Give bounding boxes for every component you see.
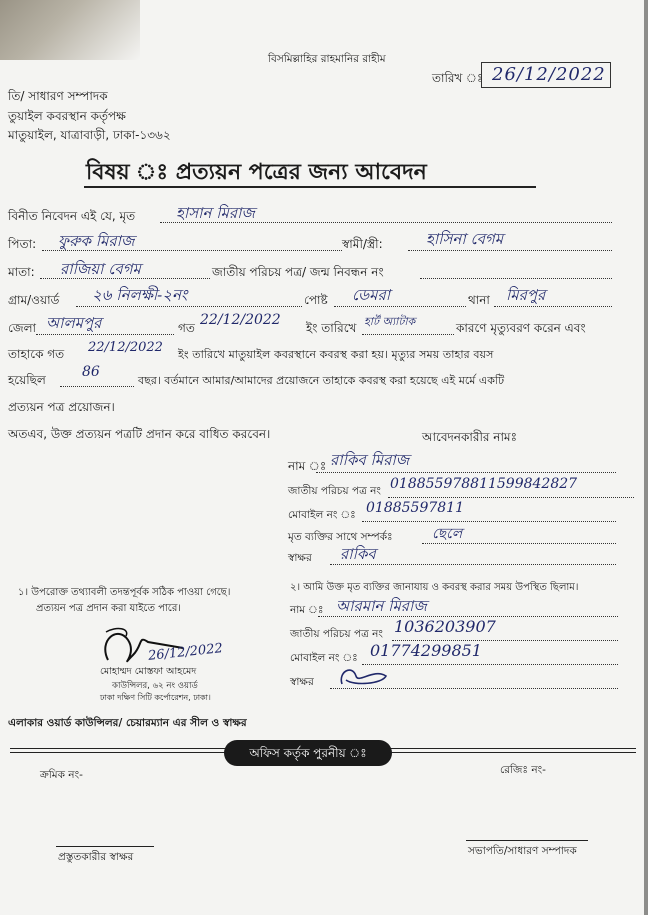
- president-signature-label: সভাপতি/সাধারণ সম্পাদক: [468, 845, 577, 857]
- witness-mobile-line: [362, 664, 618, 665]
- applicant-mobile-value: 01885597811: [366, 500, 464, 516]
- preparer-signature-line: [56, 846, 154, 847]
- relation-label: মৃত ব্যক্তির সাথে সম্পর্কঃ: [288, 531, 393, 543]
- stamp-organization: ঢাকা দক্ষিণ সিটি কর্পোরেশন, ঢাকা।: [100, 693, 211, 702]
- relation-value: ছেলে: [432, 526, 463, 542]
- mother-label: মাতা:: [8, 265, 35, 279]
- councillor-seal-footer: এলাকার ওয়ার্ড কাউন্সিলর/ চেয়ারম্যান এর সীল ও স্বাক্ষর: [8, 717, 247, 729]
- stamp-title: কাউন্সিলর, ৬২ নং ওয়ার্ড: [112, 681, 198, 691]
- intro-text: বিনীত নিবেদন এই যে, মৃত: [8, 209, 136, 223]
- death-date-value: 22/12/2022: [200, 312, 281, 328]
- recipient-line-3: মাতুয়াইল, যাত্রাবাড়ী, ঢাকা-১৩৬২: [8, 128, 171, 142]
- applicant-mobile-label: মোবাইল নং ঃ: [288, 509, 356, 521]
- witness-nid-label: জাতীয় পরিচয় পত্র নং: [290, 628, 383, 640]
- registration-number-label: রেজিঃ নং-: [500, 764, 546, 776]
- recipient-line-1: তি/ সাধারণ সম্পাদক: [8, 89, 108, 103]
- fold-shadow: [0, 0, 140, 60]
- deceased-name-value: হাসান মিরাজ: [176, 204, 255, 222]
- applicant-name-label: নাম ঃ: [288, 459, 327, 473]
- certificate-needed-text: প্রত্যয়ন পত্র প্রয়োজন।: [8, 400, 115, 414]
- witness-name-value: আরমান মিরাজ: [336, 597, 427, 615]
- applicant-heading: আবেদনকারীর নামঃ: [422, 430, 517, 444]
- district-label: জেলা: [8, 321, 37, 335]
- mother-value: রাজিয়া বেগম: [60, 260, 141, 278]
- bismillah-text: বিসমিল্লাহির রাহমানির রাহীম: [268, 53, 386, 65]
- applicant-signature-label: স্বাক্ষর: [288, 552, 312, 564]
- witness-signature-label: স্বাক্ষর: [290, 676, 314, 688]
- death-cause-suffix: কারণে মৃত্যুবরণ করেন এবং: [456, 321, 586, 335]
- recipient-line-2: তুয়াইল কবরস্থান কর্তৃপক্ষ: [8, 109, 126, 123]
- thana-label: থানা: [468, 293, 490, 307]
- cause-line: [362, 334, 454, 335]
- applicant-name-value: রাকিব মিরাজ: [330, 451, 410, 469]
- witness-name-label: নাম ঃ: [290, 604, 324, 616]
- councillor-sign-date: 26/12/2022: [147, 641, 224, 664]
- certification-line-1: ১। উপরোক্ত তথ্যাবলী তদন্তপূর্বক সঠিক পাওয়া গেছে।: [18, 587, 231, 598]
- nid-line: [420, 278, 612, 279]
- age-suffix: বছর। বর্তমানে আমার/আমাদের প্রয়োজনে তাহাকে কবরস্থ করা হয়েছে এই মর্মে একটি: [138, 374, 505, 387]
- subject-underline: [84, 186, 536, 188]
- subject-heading: বিষয় ঃ প্রত্যয়ন পত্রের জন্য আবেদন: [86, 160, 427, 185]
- office-use-banner: অফিস কর্তৃক পুরনীয় ঃ: [224, 740, 392, 766]
- thana-value: মিরপুর: [506, 286, 546, 304]
- date-value: 26/12/2022: [492, 64, 606, 85]
- witness-signature: [334, 662, 394, 690]
- death-date-suffix: ইং তারিখে: [306, 321, 357, 335]
- witness-statement: ২। আমি উক্ত মৃত ব্যক্তির জানাযায় ও কবরস্থ করার সময় উপস্থিত ছিলাম।: [290, 582, 579, 593]
- nid-label: জাতীয় পরিচয় পত্র/ জন্ম নিবন্ধন নং: [212, 265, 384, 279]
- age-prefix: হয়েছিল: [8, 373, 46, 387]
- witness-mobile-value: 01774299851: [370, 641, 482, 660]
- spouse-value: হাসিনা বেগম: [426, 230, 504, 248]
- certification-line-2: প্রত্যয়ন পত্র প্রদান করা যাইতে পারে।: [36, 603, 181, 614]
- witness-nid-value: 1036203907: [394, 617, 496, 636]
- applicant-nid-value: 018855978811599842827: [390, 476, 578, 492]
- applicant-nid-label: জাতীয় পরিচয় পত্র নং: [288, 485, 381, 497]
- post-label: পোষ্ট: [304, 293, 328, 307]
- stamp-name: মোহাম্মদ মোস্তফা আহমেদ: [100, 666, 197, 677]
- village-value: ২৬ নিলক্ষী-২নং: [92, 286, 188, 304]
- village-label: গ্রাম/ওয়ার্ড: [8, 293, 60, 307]
- witness-mobile-label: মোবাইল নং ঃ: [290, 652, 358, 664]
- post-value: ডেমরা: [352, 286, 391, 304]
- president-signature-line: [466, 840, 588, 841]
- age-line: [60, 386, 134, 387]
- age-value: 86: [82, 364, 100, 380]
- preparer-signature-label: প্রস্তুতকারীর স্বাক্ষর: [58, 851, 134, 863]
- burial-date-value: 22/12/2022: [88, 340, 163, 355]
- spouse-label: স্বামী/স্ত্রী:: [342, 237, 383, 251]
- death-date-prefix: গত: [178, 321, 195, 335]
- burial-prefix: তাহাকে গত: [8, 347, 65, 361]
- father-label: পিতা:: [8, 237, 37, 251]
- applicant-signature-value: রাকিব: [340, 545, 376, 563]
- father-value: ফুরুক মিরাজ: [58, 232, 135, 250]
- date-label: তারিখ ঃ: [432, 71, 484, 85]
- applicant-mobile-line: [362, 521, 616, 522]
- burial-suffix: ইং তারিখে মাতুয়াইল কবরস্থানে কবরস্থ করা হয়। মৃত্যুর সময় তাহার বয়স: [178, 348, 494, 361]
- cause-value: হার্ট অ্যাটাক: [364, 315, 416, 328]
- district-value: আলমপুর: [46, 314, 102, 332]
- serial-number-label: ক্রমিক নং-: [40, 769, 83, 781]
- applicant-nid-line: [388, 497, 634, 498]
- closing-request-text: অতএব, উক্ত প্রত্যয়ন পত্রটি প্রদান করে বাধিত করবেন।: [8, 427, 271, 441]
